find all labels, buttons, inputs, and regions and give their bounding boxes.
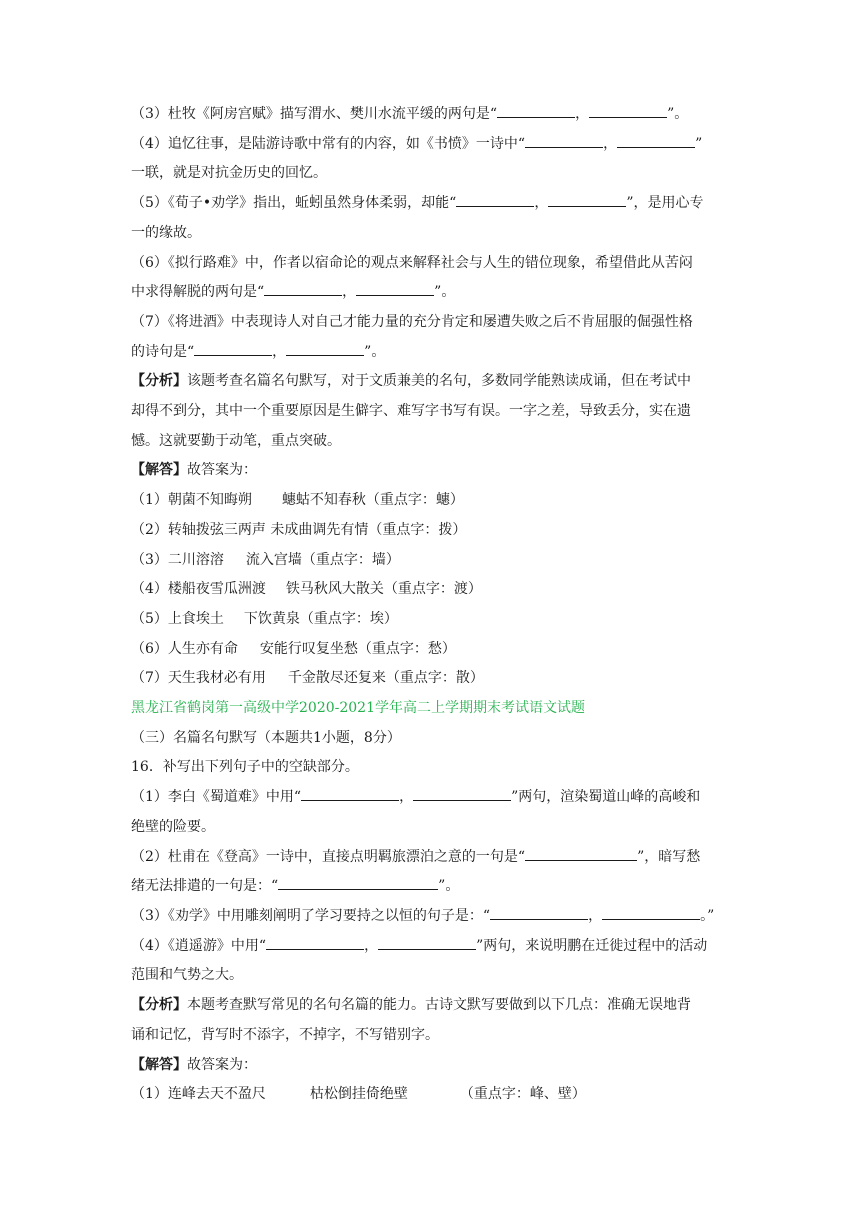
text-run: 流入宫墙（重点字：墙） — [245, 551, 400, 568]
text-run: 诵和记忆，背写时不添字，不掉字，不写错别字。 — [131, 1026, 439, 1043]
text-run: ”，是用心专 — [626, 195, 704, 212]
text-line — [131, 367, 731, 397]
text-line — [131, 486, 731, 516]
text-run: 范围和气势之大。 — [131, 967, 243, 984]
answer-blank — [264, 281, 342, 296]
section-label: 【解答】 — [131, 462, 187, 479]
text-run: （重点字：峰、壁） — [459, 1086, 586, 1103]
text-run: ， — [575, 106, 590, 122]
text-run: ” — [695, 135, 703, 152]
text-line — [131, 783, 731, 813]
text-line — [131, 546, 731, 576]
document-body — [131, 100, 731, 1110]
text-run: 的诗句是“ — [131, 343, 195, 360]
text-line — [131, 843, 731, 873]
text-run: 一联，就是对抗金历史的回忆。 — [131, 165, 327, 182]
text-line — [131, 932, 731, 962]
text-run: （三）名篇名句默写（本题共1小题，8分） — [131, 729, 401, 746]
text-run: ”两句，来说明鹏在迁徙过程中的活动 — [476, 937, 708, 954]
text-run: （7）《将进酒》中表现诗人对自己才能力量的充分肯定和屡遭失败之后不肯屈服的倔强性格 — [131, 313, 693, 330]
source-title — [131, 694, 731, 724]
text-run: ”。 — [364, 343, 386, 360]
section-label: 【分析】 — [131, 997, 187, 1014]
text-line — [131, 338, 731, 368]
answer-blank — [617, 133, 695, 148]
text-run: （2）杜甫在《登高》一诗中，直接点明羁旅漂泊之意的一句是“ — [131, 848, 526, 865]
text-line — [131, 605, 731, 635]
answer-blank — [525, 133, 603, 148]
text-run: ， — [603, 135, 618, 152]
text-run: （4）追忆往事，是陆游诗歌中常有的内容，如《书愤》一诗中“ — [131, 135, 526, 152]
text-run: ”。 — [434, 284, 456, 301]
text-run: 16．补写出下列句子中的空缺部分。 — [131, 759, 359, 776]
text-line — [131, 1021, 731, 1051]
text-run: 蟪蛄不知春秋（重点字：蟪） — [281, 492, 464, 509]
text-line — [131, 278, 731, 308]
text-run: （3）杜牧《阿房宫赋》描写渭水、樊川水流平缓的两句是“ — [131, 106, 498, 122]
text-run: ”，暗写愁 — [637, 848, 701, 865]
text-line — [131, 189, 731, 219]
answer-blank — [602, 905, 700, 920]
answer-blank — [548, 192, 626, 207]
text-run: ， — [364, 937, 379, 954]
text-run: ， — [272, 343, 287, 360]
text-run: 该题考查名篇名句默写，对于文质兼美的名句，多数同学能熟读成诵，但在考试中 — [187, 373, 691, 390]
text-run: 绪无法排遣的一句是：“ — [131, 878, 279, 895]
answer-blank — [525, 846, 637, 861]
text-run: 千金散尽还复来（重点字：散） — [287, 670, 484, 687]
text-line — [131, 516, 731, 546]
text-run: 中求得解脱的两句是“ — [131, 284, 265, 301]
text-line — [131, 872, 731, 902]
answer-blank — [497, 103, 575, 118]
text-run: ， — [399, 789, 414, 806]
text-line — [131, 902, 731, 932]
text-run: 铁马秋风大散关（重点字：渡） — [285, 581, 482, 598]
text-run: 黑龙江省鹤岗第一高级中学2020-2021学年高二上学期期末考试语文试题 — [131, 700, 585, 717]
text-line — [131, 1080, 731, 1110]
text-run: （4）楼船夜雪瓜洲渡 — [131, 581, 266, 598]
text-line — [131, 308, 731, 338]
text-line — [131, 813, 731, 843]
text-run: （3）《劝学》中用雕刻阐明了学习要持之以恒的句子是：“ — [131, 907, 491, 924]
answer-blank — [301, 786, 399, 801]
text-line — [131, 130, 731, 160]
text-run: （1）李白《蜀道难》中用“ — [131, 789, 302, 806]
text-line — [131, 575, 731, 605]
text-run: 枯松倒挂倚绝壁 — [309, 1086, 408, 1103]
answer-blank — [456, 192, 534, 207]
answer-blank — [266, 935, 364, 950]
text-run: （1）朝菌不知晦朔 — [131, 492, 252, 509]
text-line — [131, 100, 731, 130]
text-run: 却得不到分，其中一个重要原因是生僻字、难写字书写有误。一字之差，导致丢分，实在遗 — [131, 403, 691, 420]
text-run: （5）《荀子•劝学》指出，蚯蚓虽然身体柔弱，却能“ — [131, 195, 457, 212]
text-line — [131, 753, 731, 783]
text-run: （3）二川溶溶 — [131, 551, 224, 568]
answer-blank — [413, 786, 511, 801]
text-run: ， — [342, 284, 357, 301]
text-run: （6）人生亦有命 — [131, 640, 238, 657]
text-run: 安能行叹复坐愁（重点字：愁） — [259, 640, 456, 657]
text-run: 绝壁的险要。 — [131, 818, 215, 835]
text-run: 下饮黄泉（重点字：埃） — [243, 610, 398, 627]
text-line — [131, 664, 731, 694]
text-run: （5）上食埃土 — [131, 610, 224, 627]
text-run: （2）转轴拨弦三两声 未成曲调先有情（重点字：拨） — [131, 521, 467, 538]
text-run: （6）《拟行路难》中，作者以宿命论的观点来解释社会与人生的错位现象，希望借此从苦闷 — [131, 254, 693, 271]
text-run: 憾。这就要勤于动笔，重点突破。 — [131, 432, 341, 449]
text-line — [131, 159, 731, 189]
text-line — [131, 724, 731, 754]
text-line — [131, 1051, 731, 1081]
text-run: 故答案为： — [187, 462, 257, 479]
text-line — [131, 991, 731, 1021]
answer-blank — [378, 935, 476, 950]
text-run: 。” — [700, 907, 715, 924]
text-run: 本题考查默写常见的名句名篇的能力。古诗文默写要做到以下几点：准确无误地背 — [187, 997, 691, 1014]
text-run: 故答案为： — [187, 1056, 257, 1073]
text-run: （7）天生我材必有用 — [131, 670, 266, 687]
text-run: ”。 — [667, 106, 689, 122]
text-line — [131, 397, 731, 427]
answer-blank — [589, 103, 667, 118]
answer-blank — [278, 875, 438, 890]
answer-blank — [356, 281, 434, 296]
text-run: ”。 — [438, 878, 460, 895]
text-run: （1）连峰去天不盈尺 — [131, 1086, 266, 1103]
text-line — [131, 961, 731, 991]
text-line — [131, 219, 731, 249]
text-run: 一的缘故。 — [131, 224, 201, 241]
text-line — [131, 249, 731, 279]
answer-blank — [194, 341, 272, 356]
text-line — [131, 427, 731, 457]
text-line — [131, 456, 731, 486]
text-run: ， — [534, 195, 549, 212]
text-run: （4）《逍遥游》中用“ — [131, 937, 267, 954]
text-run: ， — [588, 907, 603, 924]
text-run: ”两句，渲染蜀道山峰的高峻和 — [511, 789, 701, 806]
answer-blank — [490, 905, 588, 920]
section-label: 【解答】 — [131, 1056, 187, 1073]
text-line — [131, 635, 731, 665]
section-label: 【分析】 — [131, 373, 187, 390]
answer-blank — [286, 341, 364, 356]
